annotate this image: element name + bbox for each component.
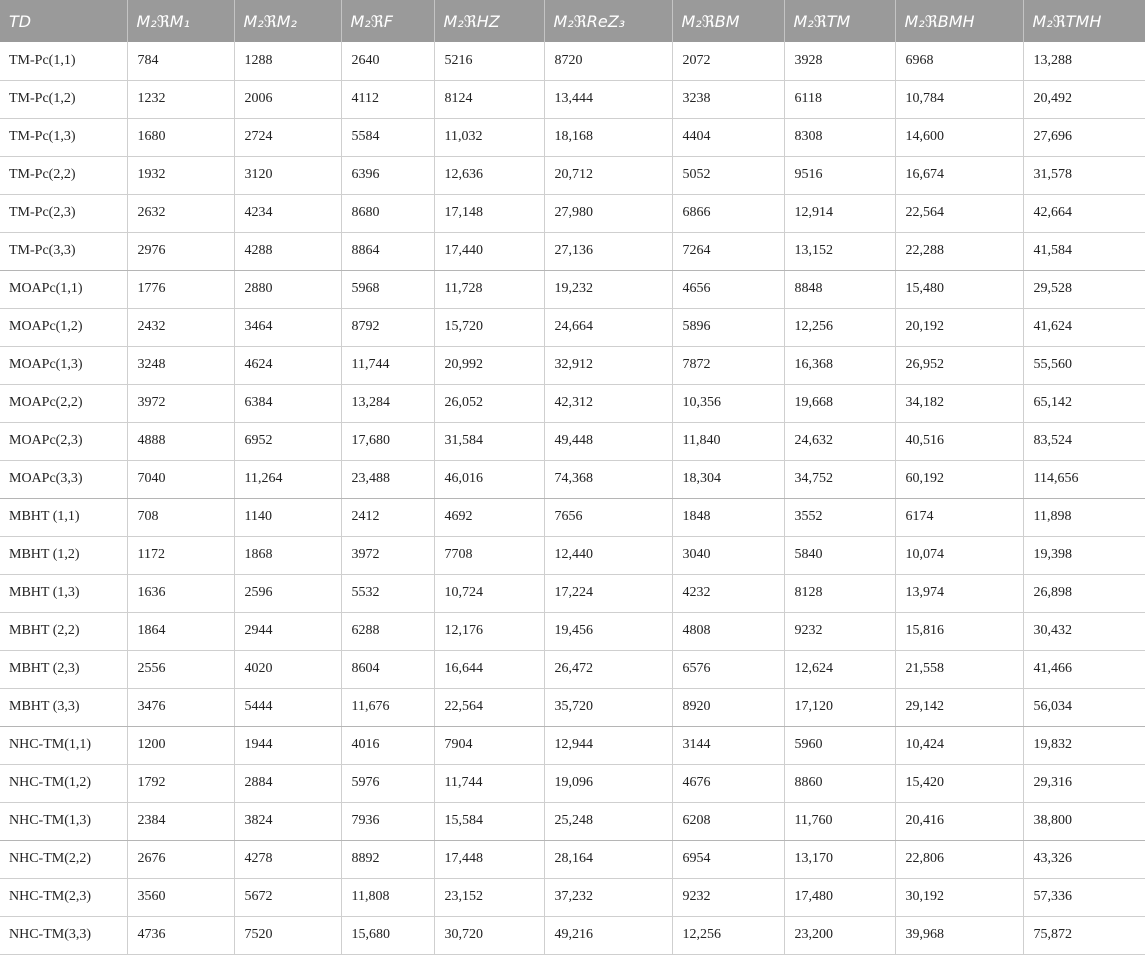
value-cell: 7656 (544, 498, 672, 536)
value-cell: 13,170 (784, 840, 895, 878)
value-cell: 39,968 (895, 916, 1023, 954)
value-cell: 31,584 (434, 422, 544, 460)
value-cell: 20,992 (434, 346, 544, 384)
value-cell: 1172 (127, 536, 234, 574)
header-row (0, 0, 1145, 42)
value-cell: 22,806 (895, 840, 1023, 878)
value-cell: 42,312 (544, 384, 672, 422)
value-cell: 15,720 (434, 308, 544, 346)
value-cell: 2944 (234, 612, 341, 650)
value-cell: 2432 (127, 308, 234, 346)
row-label-cell: MBHT (1,3) (0, 574, 127, 612)
table-row (0, 498, 1145, 536)
row-label-cell: TM-Pc(3,3) (0, 232, 127, 270)
value-cell: 6968 (895, 42, 1023, 80)
value-cell: 5976 (341, 764, 434, 802)
value-cell: 5584 (341, 118, 434, 156)
value-cell: 6576 (672, 650, 784, 688)
value-cell: 10,074 (895, 536, 1023, 574)
value-cell: 41,584 (1023, 232, 1145, 270)
value-cell: 30,192 (895, 878, 1023, 916)
value-cell: 41,624 (1023, 308, 1145, 346)
value-cell: 10,724 (434, 574, 544, 612)
value-cell: 7904 (434, 726, 544, 764)
value-cell: 1944 (234, 726, 341, 764)
value-cell: 31,578 (1023, 156, 1145, 194)
value-cell: 2676 (127, 840, 234, 878)
table-row (0, 650, 1145, 688)
value-cell: 708 (127, 498, 234, 536)
value-cell: 7708 (434, 536, 544, 574)
value-cell: 17,224 (544, 574, 672, 612)
value-cell: 15,420 (895, 764, 1023, 802)
value-cell: 6118 (784, 80, 895, 118)
value-cell: 3238 (672, 80, 784, 118)
row-label-cell: TM-Pc(1,3) (0, 118, 127, 156)
value-cell: 49,216 (544, 916, 672, 954)
value-cell: 4232 (672, 574, 784, 612)
value-cell: 11,744 (341, 346, 434, 384)
value-cell: 6384 (234, 384, 341, 422)
column-header-index: M₂ℜM₁ (127, 0, 234, 42)
value-cell: 34,752 (784, 460, 895, 498)
column-header-index: M₂ℜReZ₃ (544, 0, 672, 42)
value-cell: 4808 (672, 612, 784, 650)
table-row (0, 80, 1145, 118)
row-label-cell: NHC-TM(2,3) (0, 878, 127, 916)
value-cell: 29,316 (1023, 764, 1145, 802)
value-cell: 19,398 (1023, 536, 1145, 574)
value-cell: 11,728 (434, 270, 544, 308)
value-cell: 1864 (127, 612, 234, 650)
value-cell: 4692 (434, 498, 544, 536)
table-row (0, 384, 1145, 422)
row-label-cell: MBHT (2,3) (0, 650, 127, 688)
column-header-index: M₂ℜHZ (434, 0, 544, 42)
value-cell: 5840 (784, 536, 895, 574)
value-cell: 19,832 (1023, 726, 1145, 764)
value-cell: 12,256 (784, 308, 895, 346)
row-label-cell: MOAPc(3,3) (0, 460, 127, 498)
value-cell: 26,898 (1023, 574, 1145, 612)
column-header-index: M₂ℜF (341, 0, 434, 42)
table-row (0, 612, 1145, 650)
value-cell: 3144 (672, 726, 784, 764)
value-cell: 10,784 (895, 80, 1023, 118)
row-label-cell: NHC-TM(1,2) (0, 764, 127, 802)
value-cell: 13,288 (1023, 42, 1145, 80)
value-cell: 19,232 (544, 270, 672, 308)
value-cell: 27,696 (1023, 118, 1145, 156)
value-cell: 46,016 (434, 460, 544, 498)
value-cell: 1776 (127, 270, 234, 308)
value-cell: 3248 (127, 346, 234, 384)
value-cell: 20,492 (1023, 80, 1145, 118)
value-cell: 4888 (127, 422, 234, 460)
value-cell: 18,304 (672, 460, 784, 498)
table-row (0, 840, 1145, 878)
table-row (0, 536, 1145, 574)
value-cell: 11,840 (672, 422, 784, 460)
column-header-index: M₂ℜBMH (895, 0, 1023, 42)
row-label-cell: MOAPc(1,1) (0, 270, 127, 308)
value-cell: 6396 (341, 156, 434, 194)
value-cell: 1140 (234, 498, 341, 536)
column-header-index: M₂ℜBM (672, 0, 784, 42)
value-cell: 3824 (234, 802, 341, 840)
value-cell: 5052 (672, 156, 784, 194)
value-cell: 1288 (234, 42, 341, 80)
value-cell: 5968 (341, 270, 434, 308)
table-header (0, 0, 1145, 42)
value-cell: 17,148 (434, 194, 544, 232)
value-cell: 11,744 (434, 764, 544, 802)
value-cell: 8720 (544, 42, 672, 80)
column-header-index: M₂ℜTM (784, 0, 895, 42)
value-cell: 11,808 (341, 878, 434, 916)
value-cell: 57,336 (1023, 878, 1145, 916)
value-cell: 6954 (672, 840, 784, 878)
value-cell: 4020 (234, 650, 341, 688)
value-cell: 56,034 (1023, 688, 1145, 726)
value-cell: 11,032 (434, 118, 544, 156)
table-body (0, 42, 1145, 954)
value-cell: 16,368 (784, 346, 895, 384)
table-row (0, 270, 1145, 308)
value-cell: 3120 (234, 156, 341, 194)
value-cell: 3560 (127, 878, 234, 916)
value-cell: 1636 (127, 574, 234, 612)
value-cell: 26,472 (544, 650, 672, 688)
value-cell: 19,668 (784, 384, 895, 422)
value-cell: 19,456 (544, 612, 672, 650)
value-cell: 5960 (784, 726, 895, 764)
value-cell: 20,192 (895, 308, 1023, 346)
value-cell: 55,560 (1023, 346, 1145, 384)
value-cell: 42,664 (1023, 194, 1145, 232)
value-cell: 6174 (895, 498, 1023, 536)
value-cell: 22,288 (895, 232, 1023, 270)
value-cell: 15,480 (895, 270, 1023, 308)
value-cell: 28,164 (544, 840, 672, 878)
value-cell: 9232 (672, 878, 784, 916)
table-row (0, 764, 1145, 802)
value-cell: 9232 (784, 612, 895, 650)
value-cell: 5532 (341, 574, 434, 612)
value-cell: 8892 (341, 840, 434, 878)
value-cell: 15,816 (895, 612, 1023, 650)
value-cell: 23,488 (341, 460, 434, 498)
value-cell: 6288 (341, 612, 434, 650)
value-cell: 13,974 (895, 574, 1023, 612)
value-cell: 8680 (341, 194, 434, 232)
value-cell: 12,256 (672, 916, 784, 954)
value-cell: 4288 (234, 232, 341, 270)
value-cell: 17,448 (434, 840, 544, 878)
value-cell: 29,528 (1023, 270, 1145, 308)
value-cell: 37,232 (544, 878, 672, 916)
value-cell: 22,564 (434, 688, 544, 726)
value-cell: 13,444 (544, 80, 672, 118)
value-cell: 4112 (341, 80, 434, 118)
column-header-index: M₂ℜM₂ (234, 0, 341, 42)
row-label-cell: NHC-TM(1,3) (0, 802, 127, 840)
value-cell: 9516 (784, 156, 895, 194)
row-label-cell: TM-Pc(1,1) (0, 42, 127, 80)
value-cell: 38,800 (1023, 802, 1145, 840)
table-row (0, 422, 1145, 460)
value-cell: 17,680 (341, 422, 434, 460)
value-cell: 8128 (784, 574, 895, 612)
value-cell: 12,636 (434, 156, 544, 194)
value-cell: 7040 (127, 460, 234, 498)
value-cell: 26,052 (434, 384, 544, 422)
table-row (0, 574, 1145, 612)
value-cell: 4656 (672, 270, 784, 308)
value-cell: 26,952 (895, 346, 1023, 384)
value-cell: 8308 (784, 118, 895, 156)
row-label-cell: NHC-TM(1,1) (0, 726, 127, 764)
value-cell: 23,152 (434, 878, 544, 916)
value-cell: 74,368 (544, 460, 672, 498)
row-label-cell: MBHT (2,2) (0, 612, 127, 650)
table-row (0, 118, 1145, 156)
value-cell: 4404 (672, 118, 784, 156)
row-label-cell: NHC-TM(3,3) (0, 916, 127, 954)
table-row (0, 688, 1145, 726)
value-cell: 7936 (341, 802, 434, 840)
value-cell: 27,136 (544, 232, 672, 270)
value-cell: 2072 (672, 42, 784, 80)
value-cell: 4278 (234, 840, 341, 878)
value-cell: 22,564 (895, 194, 1023, 232)
value-cell: 13,284 (341, 384, 434, 422)
value-cell: 2596 (234, 574, 341, 612)
row-label-cell: NHC-TM(2,2) (0, 840, 127, 878)
value-cell: 41,466 (1023, 650, 1145, 688)
value-cell: 12,624 (784, 650, 895, 688)
value-cell: 2412 (341, 498, 434, 536)
value-cell: 13,152 (784, 232, 895, 270)
value-cell: 20,712 (544, 156, 672, 194)
row-label-cell: MOAPc(1,3) (0, 346, 127, 384)
value-cell: 65,142 (1023, 384, 1145, 422)
value-cell: 14,600 (895, 118, 1023, 156)
value-cell: 23,200 (784, 916, 895, 954)
value-cell: 12,944 (544, 726, 672, 764)
value-cell: 11,264 (234, 460, 341, 498)
value-cell: 4234 (234, 194, 341, 232)
value-cell: 19,096 (544, 764, 672, 802)
row-label-cell: TM-Pc(2,2) (0, 156, 127, 194)
value-cell: 8920 (672, 688, 784, 726)
value-cell: 29,142 (895, 688, 1023, 726)
column-header-index: M₂ℜTMH (1023, 0, 1145, 42)
value-cell: 30,432 (1023, 612, 1145, 650)
value-cell: 114,656 (1023, 460, 1145, 498)
table-row (0, 878, 1145, 916)
value-cell: 60,192 (895, 460, 1023, 498)
value-cell: 2640 (341, 42, 434, 80)
value-cell: 49,448 (544, 422, 672, 460)
value-cell: 1232 (127, 80, 234, 118)
row-label-cell: MBHT (1,2) (0, 536, 127, 574)
value-cell: 12,914 (784, 194, 895, 232)
value-cell: 8124 (434, 80, 544, 118)
value-cell: 5896 (672, 308, 784, 346)
row-label-cell: MBHT (3,3) (0, 688, 127, 726)
value-cell: 24,664 (544, 308, 672, 346)
value-cell: 2006 (234, 80, 341, 118)
value-cell: 1848 (672, 498, 784, 536)
value-cell: 25,248 (544, 802, 672, 840)
value-cell: 4676 (672, 764, 784, 802)
value-cell: 12,440 (544, 536, 672, 574)
value-cell: 2724 (234, 118, 341, 156)
value-cell: 1792 (127, 764, 234, 802)
value-cell: 1932 (127, 156, 234, 194)
row-label-cell: TM-Pc(2,3) (0, 194, 127, 232)
row-label-cell: TM-Pc(1,2) (0, 80, 127, 118)
value-cell: 2384 (127, 802, 234, 840)
table-row (0, 802, 1145, 840)
table-row (0, 346, 1145, 384)
value-cell: 6866 (672, 194, 784, 232)
value-cell: 43,326 (1023, 840, 1145, 878)
value-cell: 5444 (234, 688, 341, 726)
value-cell: 3552 (784, 498, 895, 536)
value-cell: 83,524 (1023, 422, 1145, 460)
value-cell: 10,424 (895, 726, 1023, 764)
table-row (0, 194, 1145, 232)
table-row (0, 916, 1145, 954)
value-cell: 11,898 (1023, 498, 1145, 536)
value-cell: 1868 (234, 536, 341, 574)
value-cell: 7264 (672, 232, 784, 270)
table-row (0, 156, 1145, 194)
value-cell: 2884 (234, 764, 341, 802)
value-cell: 35,720 (544, 688, 672, 726)
table-row (0, 460, 1145, 498)
row-label-cell: MBHT (1,1) (0, 498, 127, 536)
value-cell: 3040 (672, 536, 784, 574)
value-cell: 1680 (127, 118, 234, 156)
value-cell: 6208 (672, 802, 784, 840)
value-cell: 2880 (234, 270, 341, 308)
value-cell: 3928 (784, 42, 895, 80)
value-cell: 34,182 (895, 384, 1023, 422)
value-cell: 784 (127, 42, 234, 80)
value-cell: 75,872 (1023, 916, 1145, 954)
value-cell: 18,168 (544, 118, 672, 156)
row-label-cell: MOAPc(2,3) (0, 422, 127, 460)
value-cell: 16,644 (434, 650, 544, 688)
value-cell: 20,416 (895, 802, 1023, 840)
value-cell: 11,760 (784, 802, 895, 840)
value-cell: 2976 (127, 232, 234, 270)
value-cell: 8860 (784, 764, 895, 802)
value-cell: 15,680 (341, 916, 434, 954)
table-row (0, 42, 1145, 80)
column-header-td: TD (0, 0, 127, 42)
value-cell: 40,516 (895, 422, 1023, 460)
value-cell: 7520 (234, 916, 341, 954)
value-cell: 11,676 (341, 688, 434, 726)
table-row (0, 232, 1145, 270)
value-cell: 24,632 (784, 422, 895, 460)
value-cell: 5672 (234, 878, 341, 916)
table-row (0, 726, 1145, 764)
value-cell: 32,912 (544, 346, 672, 384)
value-cell: 17,120 (784, 688, 895, 726)
value-cell: 17,440 (434, 232, 544, 270)
value-cell: 8792 (341, 308, 434, 346)
value-cell: 8864 (341, 232, 434, 270)
value-cell: 21,558 (895, 650, 1023, 688)
value-cell: 2632 (127, 194, 234, 232)
value-cell: 2556 (127, 650, 234, 688)
value-cell: 17,480 (784, 878, 895, 916)
row-label-cell: MOAPc(2,2) (0, 384, 127, 422)
value-cell: 3972 (127, 384, 234, 422)
value-cell: 3972 (341, 536, 434, 574)
value-cell: 3464 (234, 308, 341, 346)
value-cell: 8848 (784, 270, 895, 308)
value-cell: 3476 (127, 688, 234, 726)
value-cell: 27,980 (544, 194, 672, 232)
value-cell: 30,720 (434, 916, 544, 954)
value-cell: 6952 (234, 422, 341, 460)
value-cell: 4624 (234, 346, 341, 384)
value-cell: 8604 (341, 650, 434, 688)
value-cell: 10,356 (672, 384, 784, 422)
value-cell: 12,176 (434, 612, 544, 650)
value-cell: 4736 (127, 916, 234, 954)
row-label-cell: MOAPc(1,2) (0, 308, 127, 346)
value-cell: 4016 (341, 726, 434, 764)
value-cell: 5216 (434, 42, 544, 80)
value-cell: 1200 (127, 726, 234, 764)
value-cell: 7872 (672, 346, 784, 384)
table-row (0, 308, 1145, 346)
value-cell: 16,674 (895, 156, 1023, 194)
value-cell: 15,584 (434, 802, 544, 840)
